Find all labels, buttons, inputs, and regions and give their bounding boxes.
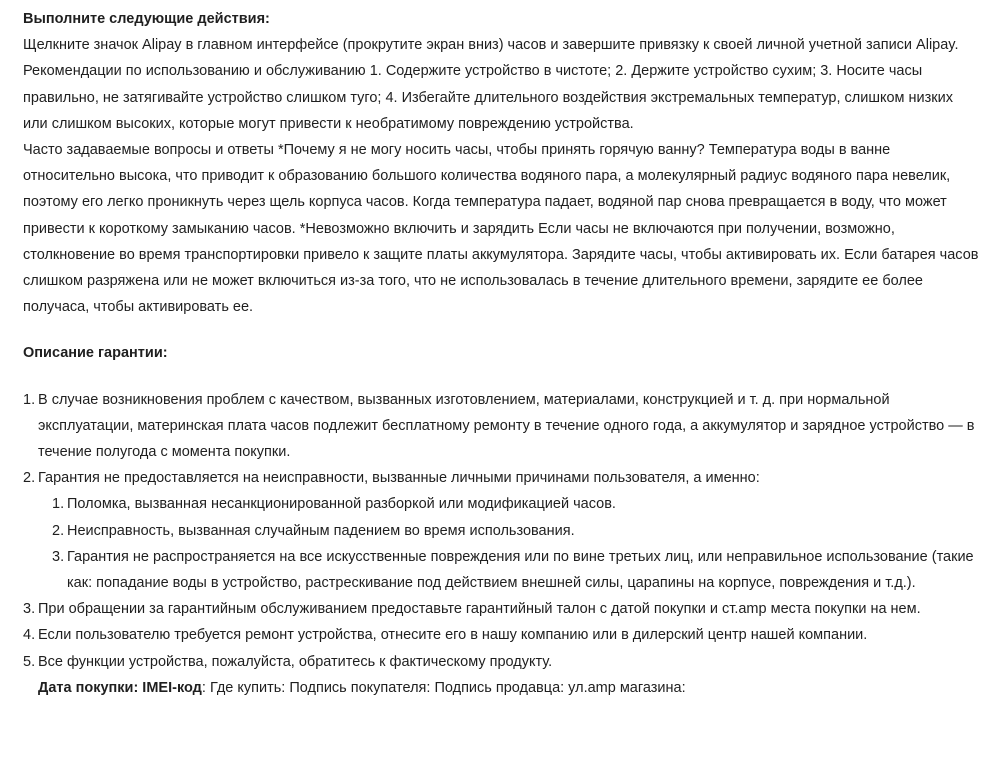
list-item-text: В случае возникновения проблем с качеством, вызванных изготовлением, материалами, конструкцией и т. д. при нормальной эксплуатации, материнская плата часов подлежит бесплатному ремонту в течение одного года, а аккумулятор и зарядное устройство — в течение полугода с момента покупки. — [38, 391, 975, 461]
list-item — [23, 649, 979, 675]
list-item — [23, 596, 979, 622]
list-item-number: 3. — [23, 601, 36, 618]
purchase-info-rest: : Где купить: Подпись покупателя: Подпись продавца: ул.amp магазина: — [201, 679, 686, 696]
faq-paragraph: Часто задаваемые вопросы и ответы *Почему я не могу носить часы, чтобы принять горячую ванну? Температура воды в ванне относительно высока, что приводит к образованию большого количества водяного пара, а молекулярный радиус водяного пара невелик, поэтому его легко проникнуть через щель корпуса часов. Когда температура падает, водяной пар снова превращается в воду, что может привести к короткому замыканию часов. *Невозможно включить и зарядить Если часы не включаются при получении, возможно, столкновение во время транспортировки привело к защите платы аккумулятора. Зарядите часы, чтобы активировать их. Если батарея часов слишком разряжена или не может включиться из-за того, что не использовалась в течение длительного времени, зарядите ее более получаса, чтобы активировать ее. — [23, 142, 979, 316]
list-item-text: Гарантия не предоставляется на неисправности, вызванные личными причинами пользователя, а именно: — [38, 470, 760, 487]
warranty-heading: Описание гарантии: — [23, 345, 168, 362]
list-item-text: Если пользователю требуется ремонт устройства, отнесите его в нашу компанию или в дилерский центр нашей компании. — [38, 627, 868, 644]
list-item — [23, 387, 979, 466]
sublist-item-text: Неисправность, вызванная случайным падением во время использования. — [67, 522, 575, 539]
list-item-number: 2. — [23, 470, 36, 487]
actions-heading: Выполните следующие действия: — [23, 11, 270, 27]
purchase-info-line — [23, 675, 979, 701]
list-item-text: При обращении за гарантийным обслуживанием предоставьте гарантийный талон с датой покупки и ст.amp места покупки на нем. — [38, 601, 921, 618]
section-spacer — [23, 320, 979, 340]
sublist-item-text: Поломка, вызванная несанкционированной разборкой или модификацией часов. — [67, 496, 616, 513]
sublist-item-text: Гарантия не распространяется на все искусственные повреждения или по вине третьих лиц, или неправильное использование (такие как: попадание воды в устройство, растрескивание под действием внешней силы, царапины на корпусе, повреждения и т.д.). — [67, 548, 974, 592]
list-item — [23, 622, 979, 648]
sublist-item-number: 3. — [52, 548, 65, 565]
section-spacer — [23, 367, 979, 387]
alipay-paragraph: Щелкните значок Alipay в главном интерфейсе (прокрутите экран вниз) часов и завершите привязку к своей личной учетной записи Alipay. — [23, 37, 959, 54]
exclusions-sublist — [52, 491, 979, 596]
sublist-item — [52, 544, 979, 596]
list-item-number: 5. — [23, 653, 36, 670]
care-paragraph: Рекомендации по использованию и обслуживанию 1. Содержите устройство в чистоте; 2. Держите устройство сухим; 3. Носите часы правильно, не затягивайте устройство слишком туго; 4. Избегайте длительного воздействия экстремальных температур, слишком низких или слишком высоких, которые могут привести к необратимому повреждению устройства. — [23, 63, 953, 132]
sublist-item — [52, 518, 979, 544]
list-item-number: 1. — [23, 391, 36, 408]
list-item — [23, 465, 979, 596]
sublist-item-number: 1. — [52, 496, 65, 513]
list-item-number: 4. — [23, 627, 36, 644]
sublist-item-number: 2. — [52, 522, 65, 539]
purchase-info-bold: Дата покупки: IMEI-код — [38, 679, 202, 696]
list-item-text: Все функции устройства, пожалуйста, обратитесь к фактическому продукту. — [38, 653, 553, 670]
sublist-item — [52, 491, 979, 517]
warranty-list — [23, 387, 979, 675]
